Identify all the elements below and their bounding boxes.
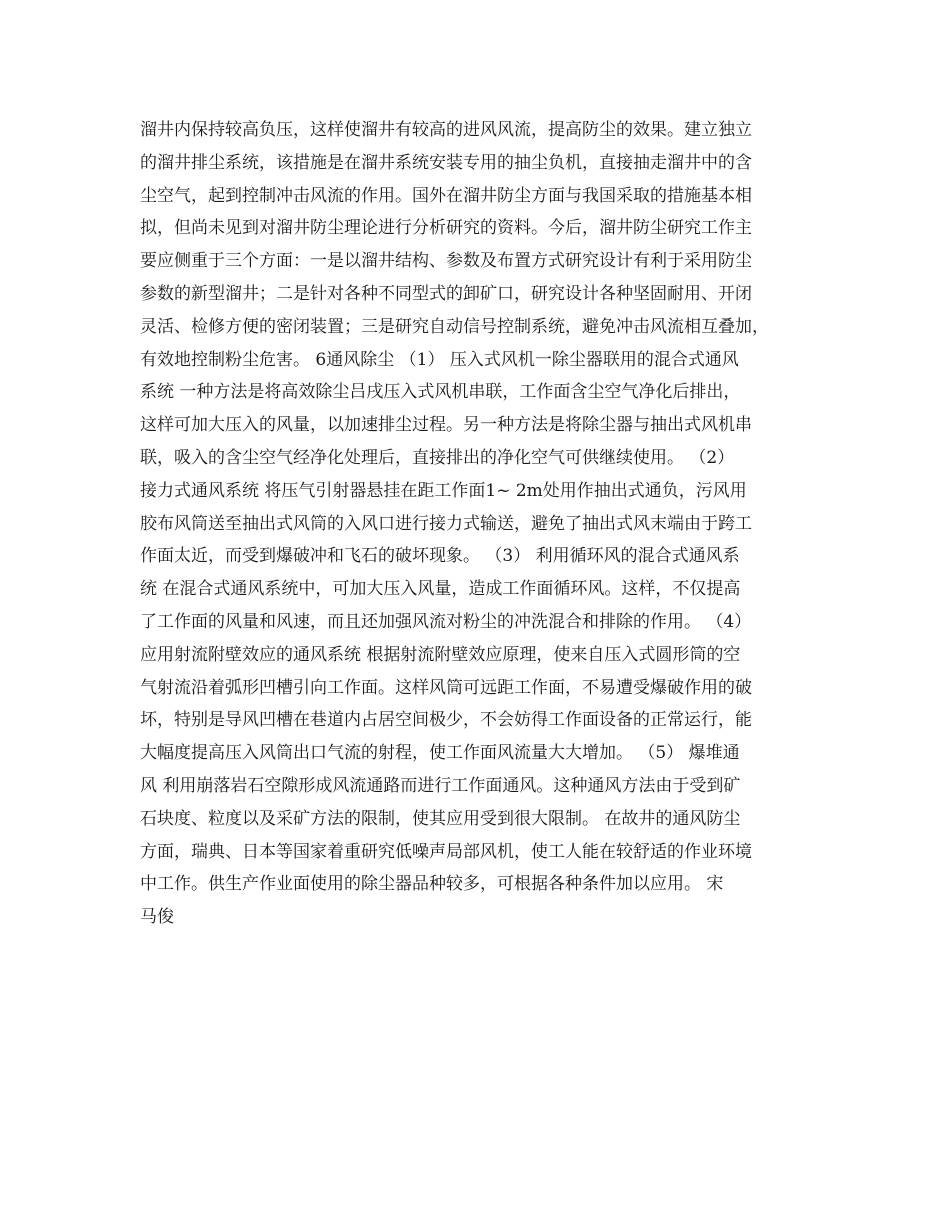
text-line-25: 马俊	[140, 907, 174, 928]
text-line-6: 参数的新型溜井；二是针对各种不同型式的卸矿口，研究设计各种坚固耐用、开闭	[140, 283, 752, 304]
text-line-13: 胶布风筒送至抽出式风筒的入风口进行接力式输送，避免了抽出式风末端由于跨工	[140, 513, 752, 534]
text-line-17: 应用射流附壁效应的通风系统 根据射流附壁效应原理，使来自压入式圆形筒的空	[140, 644, 741, 665]
text-line-16: 了工作面的风量和风速，而且还加强风流对粉尘的冲洗混合和排除的作用。 （4）	[140, 611, 752, 632]
text-line-8: 有效地控制粉尘危害。 6通风除尘 （1） 压入式风机一除尘器联用的混合式通风	[140, 349, 739, 370]
text-line-18: 气射流沿着弧形凹槽引向工作面。这样风筒可远距工作面，不易遭受爆破作用的破	[140, 677, 752, 698]
text-line-3: 尘空气，起到控制冲击风流的作用。国外在溜井防尘方面与我国采取的措施基本相	[140, 185, 752, 206]
text-line-1: 溜井内保持较高负压，这样使溜井有较高的进风风流，提高防尘的效果。建立独立	[140, 120, 752, 140]
text-line-2: 的溜井排尘系统，该措施是在溜井系统安装专用的抽尘负机，直接抽走溜井中的含	[140, 152, 752, 173]
text-line-22: 石块度、粒度以及采矿方法的限制，使其应用受到很大限制。 在故井的通风防尘	[140, 808, 741, 829]
text-line-15: 统 在混合式通风系统中，可加大压入风量，造成工作面循环风。这样，不仅提高	[140, 579, 741, 600]
text-line-5: 要应侧重于三个方面：一是以溜井结构、参数及布置方式研究设计有利于采用防尘	[140, 251, 752, 272]
text-line-7: 灵活、检修方便的密闭装置；三是研究自动信号控制系统，避免冲击风流相互叠加，	[140, 316, 769, 337]
text-line-21: 风 利用崩落岩石空隙形成风流通路而进行工作面通风。这种通风方法由于受到矿	[140, 775, 741, 796]
text-line-23: 方面，瑞典、日本等国家着重研究低噪声局部风机，使工人能在较舒适的作业环境	[140, 841, 752, 862]
text-line-9: 系统 一种方法是将高效除尘吕戌压入式风机串联，工作面含尘空气净化后排出，	[140, 382, 741, 403]
body-text	[140, 114, 830, 934]
text-line-11: 联，吸入的含尘空气经净化处理后，直接排出的净化空气可供继续使用。 （2）	[140, 447, 735, 468]
text-line-14: 作面太近，而受到爆破冲和飞石的破坏现象。 （3） 利用循环风的混合式通风系	[140, 546, 740, 567]
text-line-24: 中工作。供生产作业面使用的除尘器品种较多，可根据各种条件加以应用。 宋	[140, 874, 724, 895]
text-line-10: 这样可加大压入的风量，以加速排尘过程。另一种方法是将除尘器与抽出式风机串	[140, 415, 752, 436]
text-line-19: 坏，特别是导风凹槽在巷道内占居空间极少，不会妨得工作面设备的正常运行，能	[140, 710, 752, 731]
text-line-20: 大幅度提高压入风筒出口气流的射程，使工作面风流量大大增加。 （5） 爆堆通	[140, 743, 740, 764]
text-line-12: 接力式通风系统 将压气引射器悬挂在距工作面1~ 2m处用作抽出式通负，污风用	[140, 480, 747, 501]
text-line-4: 拟，但尚未见到对溜井防尘理论进行分析研究的资料。今后，溜井防尘研究工作主	[140, 218, 752, 239]
